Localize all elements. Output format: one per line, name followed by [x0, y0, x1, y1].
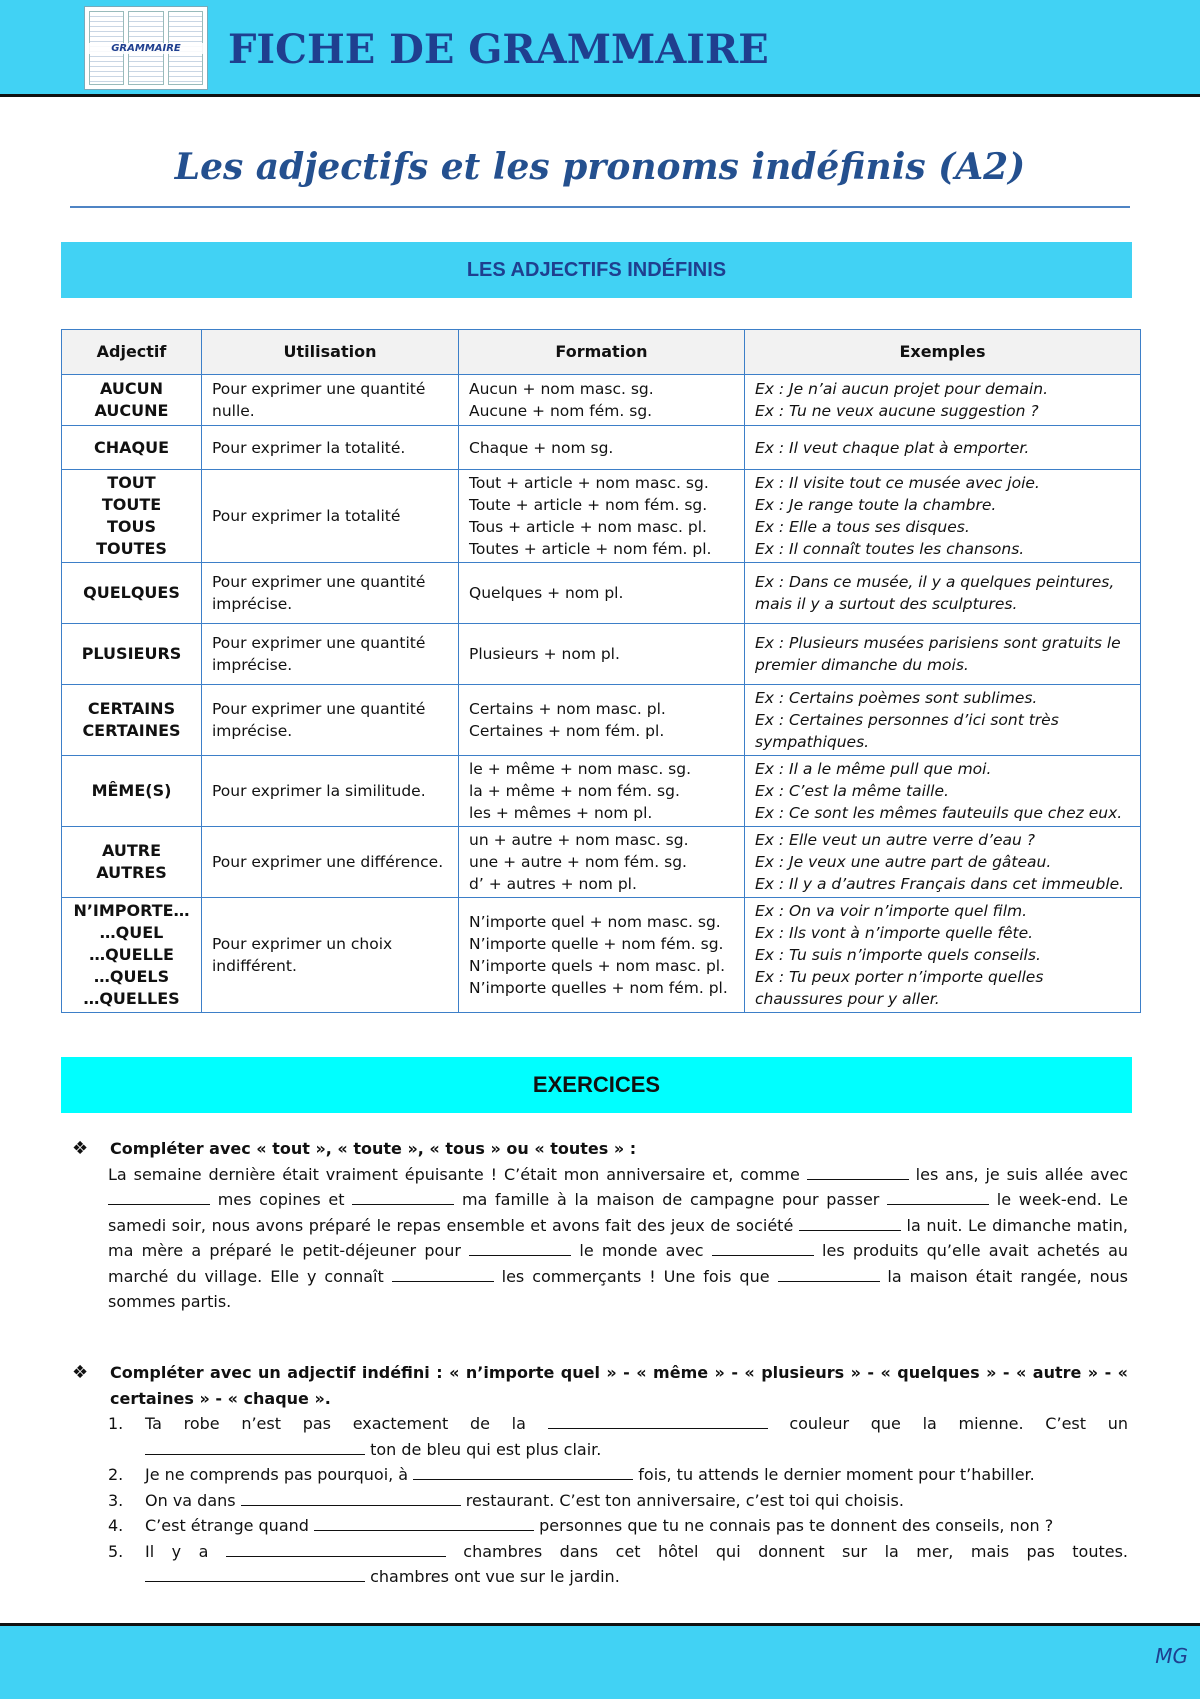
example-line: Ex : Il veut chaque plat à emporter.	[755, 438, 1030, 457]
fill-in-blank[interactable]	[145, 1438, 365, 1455]
example-line: Ex : Certains poèmes sont sublimes.	[755, 689, 1038, 707]
example-line: Ex : Je range toute la chambre.	[755, 496, 997, 514]
fill-in-blank[interactable]	[799, 1214, 901, 1231]
formation-line: Aucun + nom masc. sg.	[469, 380, 654, 398]
formation-line: N’importe quel + nom masc. sg.	[469, 913, 721, 931]
cell-exemples	[745, 426, 1141, 470]
formation-line: N’importe quelle + nom fém. sg.	[469, 935, 724, 953]
table-row	[62, 756, 1141, 827]
formation-line: les + mêmes + nom pl.	[469, 804, 653, 822]
fiche-title: FICHE DE GRAMMAIRE	[228, 26, 769, 73]
header-band	[0, 0, 1200, 97]
cell-adjectif	[62, 827, 202, 898]
question-text: On va dans	[145, 1490, 241, 1510]
adjectif-form: TOUTE	[101, 495, 162, 514]
cell-utilisation: Pour exprimer une quantité nulle.	[202, 375, 459, 426]
question-number: 1.	[108, 1414, 124, 1433]
example-line: Ex : Ils vont à n’importe quelle fête.	[755, 924, 1034, 942]
question-text: chambres dans cet hôtel qui donnent sur la mer, mais pas toutes.	[445, 1541, 1128, 1561]
example-line: Ex : Il y a d’autres Français dans cet immeuble.	[755, 875, 1125, 893]
adjectif-form: CERTAINES	[82, 721, 181, 740]
cell-exemples	[745, 375, 1141, 426]
exercise-1-text-segment: les commerçants ! Une fois que	[493, 1266, 778, 1286]
question-item	[108, 1513, 1128, 1539]
formation-line: d’ + autres + nom pl.	[469, 875, 637, 893]
table-row	[62, 375, 1141, 426]
cell-utilisation: Pour exprimer une différence.	[202, 827, 459, 898]
question-text: restaurant. C’est ton anniversaire, c’est toi qui choisis.	[460, 1490, 904, 1510]
example-line: Ex : Certaines personnes d’ici sont très sympathiques.	[755, 711, 1059, 751]
formation-line: un + autre + nom masc. sg.	[469, 831, 689, 849]
adjectif-form: …QUELS	[93, 967, 170, 986]
worksheet-thumbnail-icon	[84, 6, 208, 90]
formation-line: Chaque + nom sg.	[469, 438, 614, 457]
cell-exemples	[745, 827, 1141, 898]
example-line: Ex : Il visite tout ce musée avec joie.	[755, 474, 1040, 492]
question-text: ton de bleu qui est plus clair.	[365, 1439, 602, 1459]
example-line: Ex : Tu ne veux aucune suggestion ?	[755, 402, 1039, 420]
column-header-utilisation: Utilisation	[202, 330, 459, 375]
fill-in-blank[interactable]	[887, 1188, 989, 1205]
exercise-1-text-segment: le monde avec	[571, 1241, 712, 1260]
page-title: Les adjectifs et les pronoms indéfinis (A2)	[174, 146, 1026, 188]
fill-in-blank[interactable]	[314, 1514, 534, 1531]
cell-utilisation: Pour exprimer une quantité imprécise.	[202, 624, 459, 685]
fill-in-blank[interactable]	[108, 1188, 210, 1205]
fill-in-blank[interactable]	[778, 1265, 880, 1282]
example-line: Ex : Tu suis n’importe quels conseils.	[755, 946, 1041, 964]
section-heading-exercices: EXERCICES	[61, 1057, 1132, 1113]
cell-formation	[459, 898, 745, 1013]
formation-line: Tout + article + nom masc. sg.	[469, 474, 709, 492]
formation-line: Certaines + nom fém. pl.	[469, 722, 665, 740]
cell-formation	[459, 756, 745, 827]
diamond-bullet-icon: ❖	[72, 1362, 89, 1383]
fill-in-blank[interactable]	[469, 1239, 571, 1256]
cell-utilisation: Pour exprimer la totalité	[202, 470, 459, 563]
formation-line: une + autre + nom fém. sg.	[469, 853, 687, 871]
example-line: Ex : Elle a tous ses disques.	[755, 518, 970, 536]
exercise-1-text-segment: la maison était rangée, nous sommes partis.	[108, 1266, 1129, 1311]
fill-in-blank[interactable]	[226, 1540, 446, 1557]
cell-adjectif	[62, 470, 202, 563]
adjectif-form: TOUS	[106, 517, 157, 536]
adjectif-form: AUTRES	[96, 863, 167, 882]
cell-utilisation: Pour exprimer une quantité imprécise.	[202, 685, 459, 756]
question-number: 3.	[108, 1490, 124, 1510]
example-line: Ex : Je n’ai aucun projet pour demain.	[755, 380, 1048, 398]
fill-in-blank[interactable]	[712, 1239, 814, 1256]
cell-formation	[459, 624, 745, 685]
column-header-formation: Formation	[459, 330, 745, 375]
fill-in-blank[interactable]	[241, 1489, 461, 1506]
adjectif-form: AUCUNE	[94, 401, 169, 420]
example-line: Ex : Il connaît toutes les chansons.	[755, 540, 1025, 558]
cell-exemples	[745, 685, 1141, 756]
formation-line: Quelques + nom pl.	[469, 584, 624, 602]
question-text: fois, tu attends le dernier moment pour t’habiller.	[633, 1465, 1035, 1484]
exercise-2	[72, 1360, 1128, 1590]
question-number: 2.	[108, 1465, 124, 1484]
adjectif-form: TOUT	[107, 473, 156, 492]
table-row	[62, 685, 1141, 756]
footer-band	[0, 1623, 1200, 1699]
formation-line: la + même + nom fém. sg.	[469, 782, 680, 800]
exercise-2-instruction	[72, 1360, 1128, 1411]
fill-in-blank[interactable]	[352, 1188, 454, 1205]
exercise-2-list	[72, 1411, 1128, 1590]
cell-utilisation: Pour exprimer la totalité.	[202, 426, 459, 470]
question-text: C’est étrange quand	[145, 1516, 315, 1535]
column-header-exemples: Exemples	[745, 330, 1141, 375]
table-row	[62, 470, 1141, 563]
cell-adjectif	[62, 426, 202, 470]
cell-formation	[459, 563, 745, 624]
exercise-1-text-segment: les ans, je suis allée avec	[908, 1164, 1128, 1184]
question-item	[108, 1411, 1128, 1462]
table-row	[62, 624, 1141, 685]
example-line: Ex : Elle veut un autre verre d’eau ?	[755, 831, 1035, 849]
question-item	[108, 1462, 1128, 1488]
cell-adjectif	[62, 898, 202, 1013]
cell-exemples	[745, 756, 1141, 827]
cell-formation	[459, 685, 745, 756]
question-text: chambres ont vue sur le jardin.	[365, 1567, 620, 1586]
exercise-1	[72, 1136, 1128, 1315]
question-text: personnes que tu ne connais pas te donnent des conseils, non ?	[534, 1516, 1054, 1535]
adjectif-form: CHAQUE	[93, 437, 170, 457]
formation-line: Tous + article + nom masc. pl.	[469, 518, 707, 536]
cell-exemples	[745, 563, 1141, 624]
cell-adjectif	[62, 375, 202, 426]
formation-line: Toutes + article + nom fém. pl.	[469, 540, 712, 558]
exercise-1-text	[72, 1162, 1128, 1315]
adjectifs-table	[61, 329, 1141, 1013]
adjectif-form: AUCUN	[99, 379, 163, 398]
example-line: Ex : C’est la même taille.	[755, 782, 949, 800]
question-text: Ta robe n’est pas exactement de la	[145, 1414, 548, 1433]
fill-in-blank[interactable]	[548, 1412, 768, 1429]
cell-exemples	[745, 898, 1141, 1013]
example-line: Ex : Il a le même pull que moi.	[755, 760, 992, 778]
question-number: 5.	[108, 1541, 124, 1561]
exercise-2-instruction-text: Compléter avec un adjectif indéfini : « n’importe quel » - « même » - « plusieurs » - « quelques » - « autre » - « certaines » - « chaque ».	[110, 1363, 1128, 1408]
cell-exemples	[745, 624, 1141, 685]
example-line: Ex : On va voir n’importe quel film.	[755, 902, 1028, 920]
fill-in-blank[interactable]	[807, 1163, 909, 1180]
cell-utilisation: Pour exprimer la similitude.	[202, 756, 459, 827]
diamond-bullet-icon: ❖	[72, 1138, 89, 1159]
formation-line: N’importe quels + nom masc. pl.	[469, 957, 726, 975]
column-header-adjectif: Adjectif	[62, 330, 202, 375]
example-line: Ex : Je veux une autre part de gâteau.	[755, 853, 1052, 871]
formation-line: Aucune + nom fém. sg.	[469, 402, 653, 420]
table-row	[62, 426, 1141, 470]
exercise-1-text-segment: les produits qu’elle avait achetés au marché du village. Elle y connaît	[108, 1241, 1129, 1286]
example-line: Ex : Tu peux porter n’importe quelles chaussures pour y aller.	[755, 968, 1044, 1008]
adjectif-form: …QUELLES	[83, 989, 180, 1008]
table-row	[62, 563, 1141, 624]
exercise-1-text-segment: le week-end. Le samedi soir, nous avons préparé le repas ensemble et avons fait des jeux de société	[108, 1190, 1129, 1235]
example-line: Ex : Plusieurs musées parisiens sont gratuits le premier dimanche du mois.	[755, 634, 1121, 674]
question-item	[108, 1488, 1128, 1514]
fill-in-blank[interactable]	[392, 1265, 494, 1282]
question-text: couleur que la mienne. C’est un	[767, 1414, 1128, 1433]
formation-line: Toute + article + nom fém. sg.	[469, 496, 708, 514]
author-initials: MG	[1155, 1644, 1188, 1668]
table-header-row	[62, 330, 1141, 375]
question-number: 4.	[108, 1516, 124, 1535]
formation-line: Certains + nom masc. pl.	[469, 700, 666, 718]
adjectif-form: …QUELLE	[89, 945, 174, 964]
formation-line: N’importe quelles + nom fém. pl.	[469, 979, 728, 997]
exercise-1-text-segment: ma famille à la maison de campagne pour passer	[454, 1190, 888, 1209]
exercise-1-text-segment: La semaine dernière était vraiment épuisante ! C’était mon anniversaire et, comme	[108, 1164, 807, 1184]
cell-utilisation: Pour exprimer un choix indifférent.	[202, 898, 459, 1013]
fill-in-blank[interactable]	[413, 1463, 633, 1480]
cell-adjectif	[62, 756, 202, 827]
table-row	[62, 827, 1141, 898]
cell-adjectif	[62, 685, 202, 756]
cell-formation	[459, 827, 745, 898]
adjectif-form: MÊME(S)	[91, 781, 172, 800]
adjectif-form: …QUEL	[99, 923, 164, 942]
logo-text: GRAMMAIRE	[85, 43, 207, 54]
formation-line: le + même + nom masc. sg.	[469, 760, 692, 778]
title-underline	[70, 206, 1130, 208]
exercise-1-instruction-text: Compléter avec « tout », « toute », « tous » ou « toutes » :	[110, 1139, 637, 1158]
adjectif-form: CERTAINS	[87, 699, 176, 718]
question-text: Il y a	[145, 1541, 226, 1561]
adjectif-form: AUTRE	[101, 841, 162, 860]
question-item	[108, 1539, 1128, 1590]
exercise-1-text-segment: mes copines et	[210, 1190, 353, 1209]
cell-adjectif	[62, 624, 202, 685]
question-text: Je ne comprends pas pourquoi, à	[145, 1465, 414, 1484]
exercise-1-instruction	[72, 1136, 1128, 1162]
section-heading-adjectifs: LES ADJECTIFS INDÉFINIS	[61, 242, 1132, 298]
cell-formation	[459, 470, 745, 563]
adjectif-form: PLUSIEURS	[81, 644, 182, 663]
example-line: Ex : Ce sont les mêmes fauteuils que chez eux.	[755, 804, 1123, 822]
example-line: Ex : Dans ce musée, il y a quelques peintures, mais il y a surtout des sculptures.	[755, 573, 1115, 613]
exercise-1-text-segment: la nuit. Le dimanche matin, ma mère a préparé le petit-déjeuner pour	[108, 1215, 1128, 1260]
cell-utilisation: Pour exprimer une quantité imprécise.	[202, 563, 459, 624]
table-row	[62, 898, 1141, 1013]
fill-in-blank[interactable]	[145, 1565, 365, 1582]
adjectif-form: QUELQUES	[83, 583, 180, 602]
cell-formation	[459, 375, 745, 426]
cell-exemples	[745, 470, 1141, 563]
formation-line: Plusieurs + nom pl.	[469, 645, 620, 663]
adjectif-form: TOUTES	[96, 539, 167, 558]
cell-adjectif	[62, 563, 202, 624]
adjectif-form: N’IMPORTE…	[73, 901, 190, 920]
cell-formation	[459, 426, 745, 470]
